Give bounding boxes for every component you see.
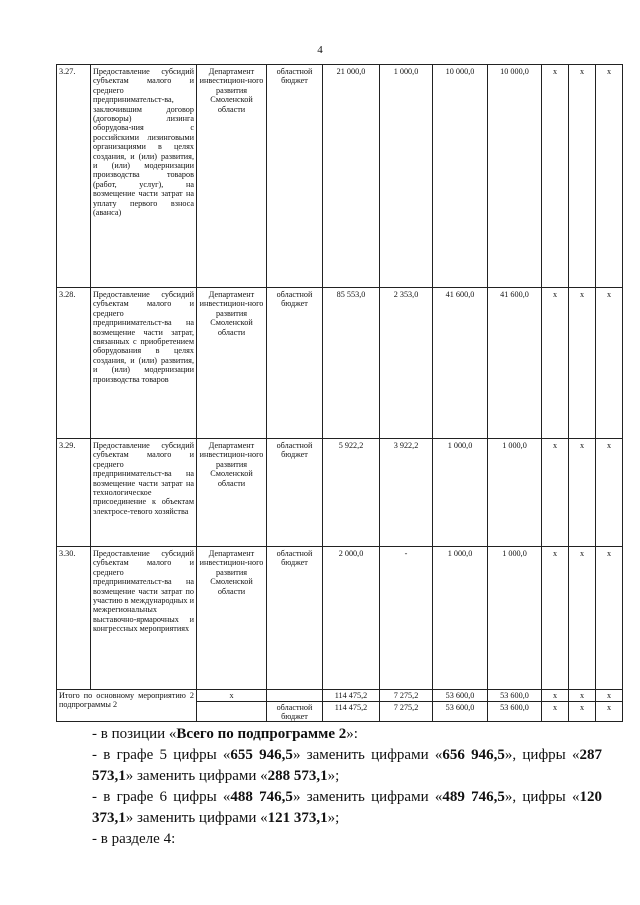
program-table (56, 64, 623, 722)
measure-name: Предоставление субсидий субъектам малого и среднего предпринимательст-ва, заключившим договор (договоры) лизинга оборудова-ния с российскими лизинговыми организациями в целях создания, и (или) развития, и (или) модернизации производства товаров (работ, услуг), на возмещение части затрат на уплату первого взноса (аванса) (91, 65, 197, 288)
year-1-amount: 1 000,0 (380, 65, 433, 288)
year-1-amount: 2 353,0 (380, 288, 433, 439)
table-row (57, 547, 623, 690)
total-year-1: 7 275,2 (380, 690, 433, 702)
indicator-1: х (542, 65, 569, 288)
total-row (57, 690, 623, 702)
year-2-amount: 10 000,0 (433, 65, 488, 288)
text-line-4: - в разделе 4: (92, 831, 176, 847)
measure-name: Предоставление субсидий субъектам малого и среднего предпринимательст-ва на возмещение части затрат, связанных с приобретением оборудования в целях создания, и (или) развития, и (или) модернизации производства товаров (91, 288, 197, 439)
total-amount: 21 000,0 (323, 65, 380, 288)
funding-source: областной бюджет (267, 547, 323, 690)
indicator-2: х (569, 547, 596, 690)
indicator-2: х (569, 65, 596, 288)
total-year-2: 53 600,0 (433, 702, 488, 722)
text-line-3: - в графе 6 цифры «488 746,5» заменить цифрами «489 746,5», цифры «120 373,1» заменить цифрами «121 373,1»; (92, 789, 602, 826)
total-executor: х (197, 690, 267, 702)
total-label: Итого по основному мероприятию 2 подпрограммы 2 (57, 690, 197, 722)
total-year-3: 53 600,0 (488, 702, 542, 722)
year-3-amount: 41 600,0 (488, 288, 542, 439)
year-3-amount: 1 000,0 (488, 439, 542, 547)
total-indicator-2: х (569, 702, 596, 722)
indicator-2: х (569, 288, 596, 439)
indicator-1: х (542, 439, 569, 547)
executor: Департамент инвестицион-ного развития Смоленской области (197, 288, 267, 439)
indicator-3: х (596, 65, 623, 288)
executor: Департамент инвестицион-ного развития Смоленской области (197, 439, 267, 547)
year-1-amount: 3 922,2 (380, 439, 433, 547)
total-executor (197, 702, 267, 722)
text-line-2: - в графе 5 цифры «655 946,5» заменить цифрами «656 946,5», цифры «287 573,1» заменить цифрами «288 573,1»; (92, 747, 602, 784)
row-number: 3.30. (57, 547, 91, 690)
table-row (57, 288, 623, 439)
total-indicator-3: х (596, 702, 623, 722)
executor: Департамент инвестицион-ного развития Смоленской области (197, 547, 267, 690)
total-indicator-1: х (542, 690, 569, 702)
year-2-amount: 41 600,0 (433, 288, 488, 439)
total-year-3: 53 600,0 (488, 690, 542, 702)
funding-source: областной бюджет (267, 288, 323, 439)
measure-name: Предоставление субсидий субъектам малого и среднего предпринимательст-ва на возмещение части затрат по участию в международных и межрегиональных выставочно-ярмарочных и конгрессных мероприятиях (91, 547, 197, 690)
funding-source: областной бюджет (267, 439, 323, 547)
executor: Департамент инвестицион-ного развития Смоленской области (197, 65, 267, 288)
table-row (57, 65, 623, 288)
page-number: 4 (317, 44, 323, 56)
total-year-1: 7 275,2 (380, 702, 433, 722)
total-funding-source: областной бюджет (267, 702, 323, 722)
total-indicator-2: х (569, 690, 596, 702)
total-year-2: 53 600,0 (433, 690, 488, 702)
text-line-1: - в позиции «Всего по подпрограмме 2»: (92, 726, 358, 742)
measure-name: Предоставление субсидий субъектам малого и среднего предпринимательст-ва на возмещение части затрат на технологическое присоединение к объектам электросе-тевого хозяйства (91, 439, 197, 547)
indicator-3: х (596, 439, 623, 547)
indicator-2: х (569, 439, 596, 547)
year-3-amount: 10 000,0 (488, 65, 542, 288)
indicator-1: х (542, 547, 569, 690)
row-number: 3.29. (57, 439, 91, 547)
total-amount: 85 553,0 (323, 288, 380, 439)
total-indicator-1: х (542, 702, 569, 722)
table-row (57, 439, 623, 547)
year-3-amount: 1 000,0 (488, 547, 542, 690)
total-amount: 5 922,2 (323, 439, 380, 547)
total-amount: 114 475,2 (323, 690, 380, 702)
amendment-text (56, 724, 602, 850)
funding-source: областной бюджет (267, 65, 323, 288)
year-2-amount: 1 000,0 (433, 547, 488, 690)
total-amount: 2 000,0 (323, 547, 380, 690)
year-1-amount: - (380, 547, 433, 690)
indicator-1: х (542, 288, 569, 439)
indicator-3: х (596, 547, 623, 690)
indicator-3: х (596, 288, 623, 439)
row-number: 3.27. (57, 65, 91, 288)
year-2-amount: 1 000,0 (433, 439, 488, 547)
row-number: 3.28. (57, 288, 91, 439)
total-indicator-3: х (596, 690, 623, 702)
total-funding-source (267, 690, 323, 702)
total-amount: 114 475,2 (323, 702, 380, 722)
